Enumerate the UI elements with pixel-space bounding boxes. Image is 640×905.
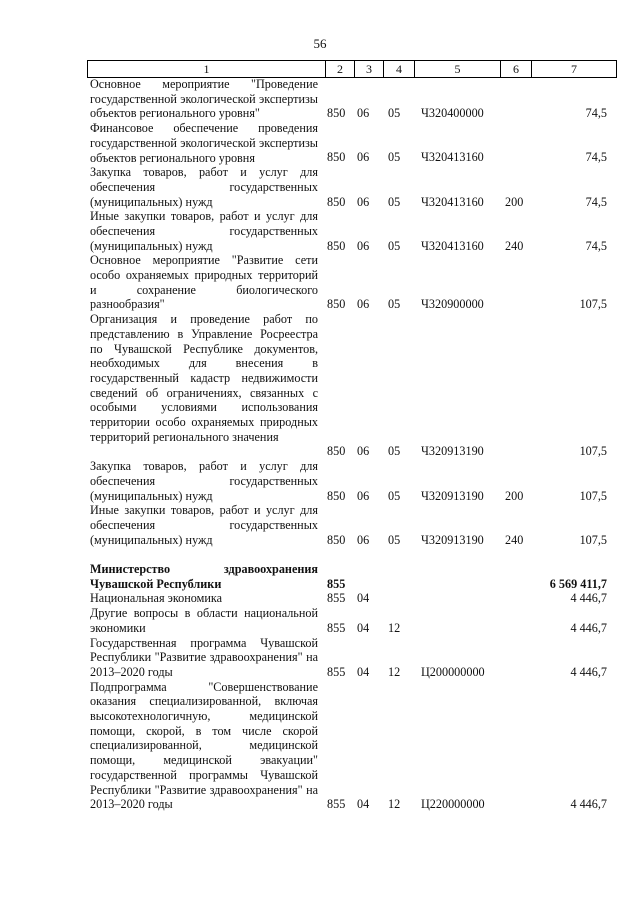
table-row	[0, 121, 640, 165]
cell-c2: 855	[327, 664, 346, 679]
cell-c7: 107,5	[579, 532, 607, 547]
cell-c4: 05	[388, 194, 401, 209]
cell-c3: 06	[357, 532, 370, 547]
table-row	[0, 165, 640, 209]
table-header	[87, 60, 617, 78]
table-row	[0, 636, 640, 680]
cell-c4: 05	[388, 532, 401, 547]
row-name: Иные закупки товаров, работ и услуг для обеспечения государственных (муниципальных) нужд	[90, 503, 318, 547]
cell-c7: 4 446,7	[570, 620, 607, 635]
cell-c6: 200	[505, 488, 524, 503]
row-name: Государственная программа Чувашской Республики "Развитие здравоохранения" на 2013–2020 годы	[90, 635, 318, 679]
cell-c7: 74,5	[585, 150, 607, 165]
column-header-6: 6	[500, 61, 531, 77]
cell-c3: 04	[357, 620, 370, 635]
cell-c7: 4 446,7	[570, 797, 607, 812]
row-name: Национальная экономика	[90, 591, 223, 606]
cell-c3: 06	[357, 297, 370, 312]
row-name: Закупка товаров, работ и услуг для обеспечения государственных (муниципальных) нужд	[90, 459, 318, 503]
cell-c3: 06	[357, 444, 370, 459]
cell-c2: 850	[327, 532, 346, 547]
row-name: Основное мероприятие "Проведение государственной экологической экспертизы объектов регионального уровня"	[90, 77, 318, 121]
cell-c5: Ч320900000	[421, 297, 484, 312]
table-row	[0, 680, 640, 812]
table-row	[0, 77, 640, 121]
column-header-4: 4	[383, 61, 414, 77]
cell-c5: Ч320413160	[421, 194, 484, 209]
row-name: Организация и проведение работ по представлению в Управление Росреестра по Чувашской Республике документов, необходимых для внесения в государственный кадастр недвижимости сведений об ограничениях, связанных с особыми условиями использования территории особо охраняемых природных территорий регионального значения	[90, 312, 318, 444]
cell-c7: 4 446,7	[570, 664, 607, 679]
page-number: 56	[313, 36, 327, 51]
cell-c2: 850	[327, 106, 346, 121]
cell-c2: 850	[327, 488, 346, 503]
cell-c3: 06	[357, 106, 370, 121]
cell-c5: Ч320913190	[421, 444, 484, 459]
table-row	[0, 562, 640, 591]
cell-c4: 05	[388, 488, 401, 503]
cell-c7: 74,5	[585, 194, 607, 209]
cell-c2: 850	[327, 297, 346, 312]
cell-c4: 05	[388, 150, 401, 165]
cell-c7: 74,5	[585, 106, 607, 121]
cell-c3: 04	[357, 591, 370, 606]
cell-c2: 850	[327, 238, 346, 253]
cell-c2: 850	[327, 444, 346, 459]
cell-c2: 850	[327, 194, 346, 209]
cell-c7: 6 569 411,7	[549, 576, 607, 591]
cell-c2: 855	[327, 620, 346, 635]
table-row	[0, 459, 640, 503]
column-header-3: 3	[354, 61, 383, 77]
cell-c2: 855	[327, 576, 346, 591]
cell-c4: 05	[388, 444, 401, 459]
cell-c5: Ч320413160	[421, 238, 484, 253]
row-name: Иные закупки товаров, работ и услуг для обеспечения государственных (муниципальных) нужд	[90, 209, 318, 253]
cell-c5: Ч320913190	[421, 488, 484, 503]
row-name: Закупка товаров, работ и услуг для обеспечения государственных (муниципальных) нужд	[90, 165, 318, 209]
column-header-5: 5	[414, 61, 500, 77]
row-name: Основное мероприятие "Развитие сети особо охраняемых природных территорий и сохранение биологического разнообразия"	[90, 253, 318, 312]
table-row	[0, 606, 640, 635]
cell-c3: 06	[357, 238, 370, 253]
cell-c4: 05	[388, 238, 401, 253]
table-row	[0, 591, 640, 606]
cell-c3: 04	[357, 797, 370, 812]
cell-c4: 12	[388, 797, 401, 812]
cell-c3: 06	[357, 150, 370, 165]
cell-c2: 855	[327, 797, 346, 812]
cell-c5: Ц200000000	[421, 664, 485, 679]
cell-c3: 06	[357, 488, 370, 503]
cell-c6: 200	[505, 194, 524, 209]
cell-c5: Ч320413160	[421, 150, 484, 165]
cell-c6: 240	[505, 238, 524, 253]
cell-c4: 12	[388, 620, 401, 635]
column-header-1: 1	[87, 61, 325, 77]
cell-c7: 107,5	[579, 297, 607, 312]
cell-c4: 05	[388, 297, 401, 312]
cell-c3: 06	[357, 194, 370, 209]
cell-c5: Ч320913190	[421, 532, 484, 547]
cell-c5: Ч320400000	[421, 106, 484, 121]
cell-c4: 05	[388, 106, 401, 121]
cell-c7: 107,5	[579, 444, 607, 459]
cell-c4: 12	[388, 664, 401, 679]
row-name: Финансовое обеспечение проведения государственной экологической экспертизы объектов регионального уровня	[90, 121, 318, 165]
column-header-7: 7	[531, 61, 617, 77]
table-body	[0, 77, 640, 812]
cell-c7: 74,5	[585, 238, 607, 253]
cell-c3: 04	[357, 664, 370, 679]
cell-c5: Ц220000000	[421, 797, 485, 812]
table-row	[0, 253, 640, 312]
cell-c2: 855	[327, 591, 346, 606]
cell-c2: 850	[327, 150, 346, 165]
row-name: Другие вопросы в области национальной экономики	[90, 606, 318, 635]
column-header-2: 2	[325, 61, 354, 77]
row-name: Подпрограмма "Совершенствование оказания специализированной, включая высокотехнологичную, медицинской помощи, скорой, в том числе скорой специализированной, медицинской помощи, медицинской эвакуации" государственной программы Чувашской Республики "Развитие здравоохранения" на 2013–2020 годы	[90, 679, 318, 812]
cell-c6: 240	[505, 532, 524, 547]
cell-c7: 107,5	[579, 488, 607, 503]
row-name: Министерство здравоохранения Чувашской Республики	[90, 562, 318, 591]
table-row	[0, 503, 640, 547]
table-row	[0, 312, 640, 459]
cell-c7: 4 446,7	[570, 591, 607, 606]
table-row	[0, 209, 640, 253]
